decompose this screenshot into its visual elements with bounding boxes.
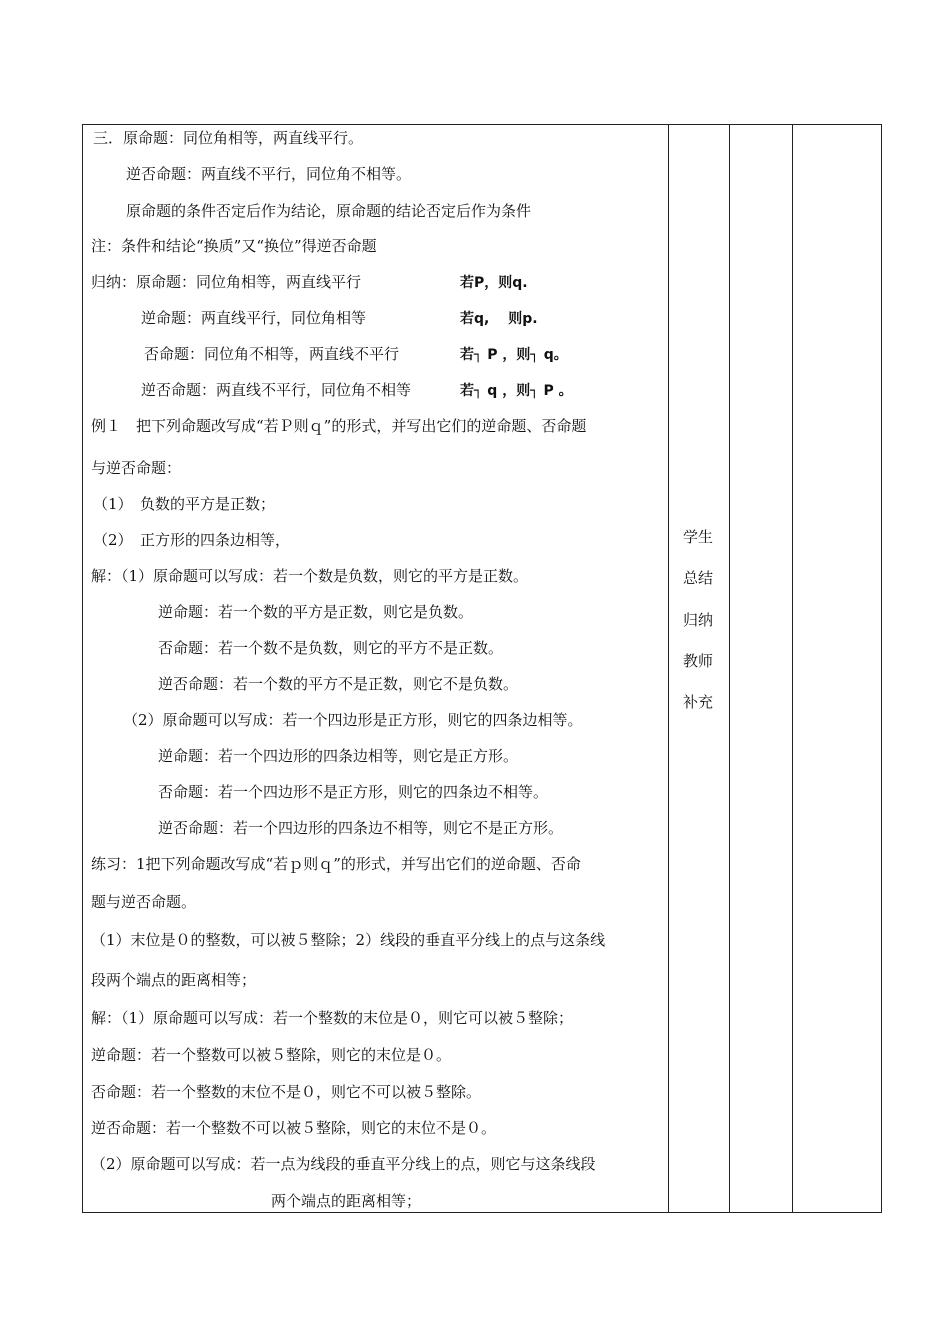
summary-right-1: 若P，则q.	[460, 275, 528, 291]
practice-line: （2）原命题可以写成：若一点为线段的垂直平分线上的点，则它与这条线段	[91, 1155, 596, 1173]
practice-line: （1）末位是０的整数，可以被５整除；2）线段的垂直平分线上的点与这条线	[91, 931, 606, 949]
side-note: 总结	[683, 569, 714, 587]
side-note: 学生	[683, 528, 714, 546]
practice-line: 两个端点的距离相等；	[271, 1192, 422, 1210]
solution-line: 否命题：若一个四边形不是正方形，则它的四条边不相等。	[158, 783, 549, 801]
example-item-2: （2） 正方形的四条边相等，	[93, 531, 291, 549]
side-note: 补充	[683, 693, 714, 711]
summary-left-1: 归纳：原命题：同位角相等，两直线平行	[91, 273, 362, 291]
practice-line: 段两个端点的距离相等；	[91, 971, 257, 989]
practice-line: 否命题：若一个整数的末位不是０，则它不可以被５整除。	[91, 1083, 482, 1101]
solution-line: 逆否命题：若一个四边形的四条边不相等，则它不是正方形。	[158, 819, 564, 837]
example-item-1: （1） 负数的平方是正数；	[93, 495, 276, 513]
example-heading-cont: 与逆否命题：	[91, 459, 182, 477]
column-divider-2	[729, 125, 730, 1212]
example-heading: 例１ 把下列命题改写成“若Ｐ则ｑ”的形式，并写出它们的逆命题、否命题	[91, 417, 587, 435]
solution-line: （2）原命题可以写成：若一个四边形是正方形，则它的四条边相等。	[123, 711, 583, 729]
side-note: 归纳	[683, 611, 714, 629]
practice-line: 练习：1把下列命题改写成“若ｐ则ｑ”的形式，并写出它们的逆命题、否命	[91, 855, 581, 873]
practice-line: 题与逆否命题。	[91, 893, 197, 911]
summary-right-4: 若┐ q ，则┐ P 。	[460, 383, 573, 399]
summary-left-4: 逆否命题：两直线不平行，同位角不相等	[141, 381, 412, 399]
side-note: 教师	[683, 652, 714, 670]
summary-right-2: 若q, 则p.	[460, 311, 538, 327]
practice-line: 解：（1）原命题可以写成：若一个整数的末位是０，则它可以被５整除；	[91, 1009, 574, 1027]
text-line: 三．原命题：同位角相等，两直线平行。	[93, 129, 364, 147]
solution-line: 否命题：若一个数不是负数，则它的平方不是正数。	[158, 639, 504, 657]
column-divider-1	[668, 125, 669, 1212]
solution-line: 逆命题：若一个数的平方是正数，则它是负数。	[158, 603, 474, 621]
solution-line: 逆否命题：若一个数的平方不是正数，则它不是负数。	[158, 675, 519, 693]
practice-line: 逆否命题：若一个整数不可以被５整除，则它的末位不是０。	[91, 1119, 497, 1137]
lesson-table	[82, 124, 882, 1213]
column-divider-3	[792, 125, 793, 1212]
solution-line: 逆命题：若一个四边形的四条边相等，则它是正方形。	[158, 747, 519, 765]
text-line: 原命题的条件否定后作为结论，原命题的结论否定后作为条件	[126, 202, 532, 220]
text-line: 注：条件和结论“换质”又“换位”得逆否命题	[91, 237, 377, 255]
solution-line: 解：（1）原命题可以写成：若一个数是负数，则它的平方是正数。	[91, 567, 529, 585]
summary-right-3: 若┐ P ，则┐ q。	[460, 347, 568, 363]
summary-left-2: 逆命题：两直线平行，同位角相等	[141, 309, 367, 327]
practice-line: 逆命题：若一个整数可以被５整除，则它的末位是０。	[91, 1046, 452, 1064]
summary-left-3: 否命题：同位角不相等，两直线不平行	[144, 345, 400, 363]
text-line: 逆否命题：两直线不平行，同位角不相等。	[126, 165, 412, 183]
